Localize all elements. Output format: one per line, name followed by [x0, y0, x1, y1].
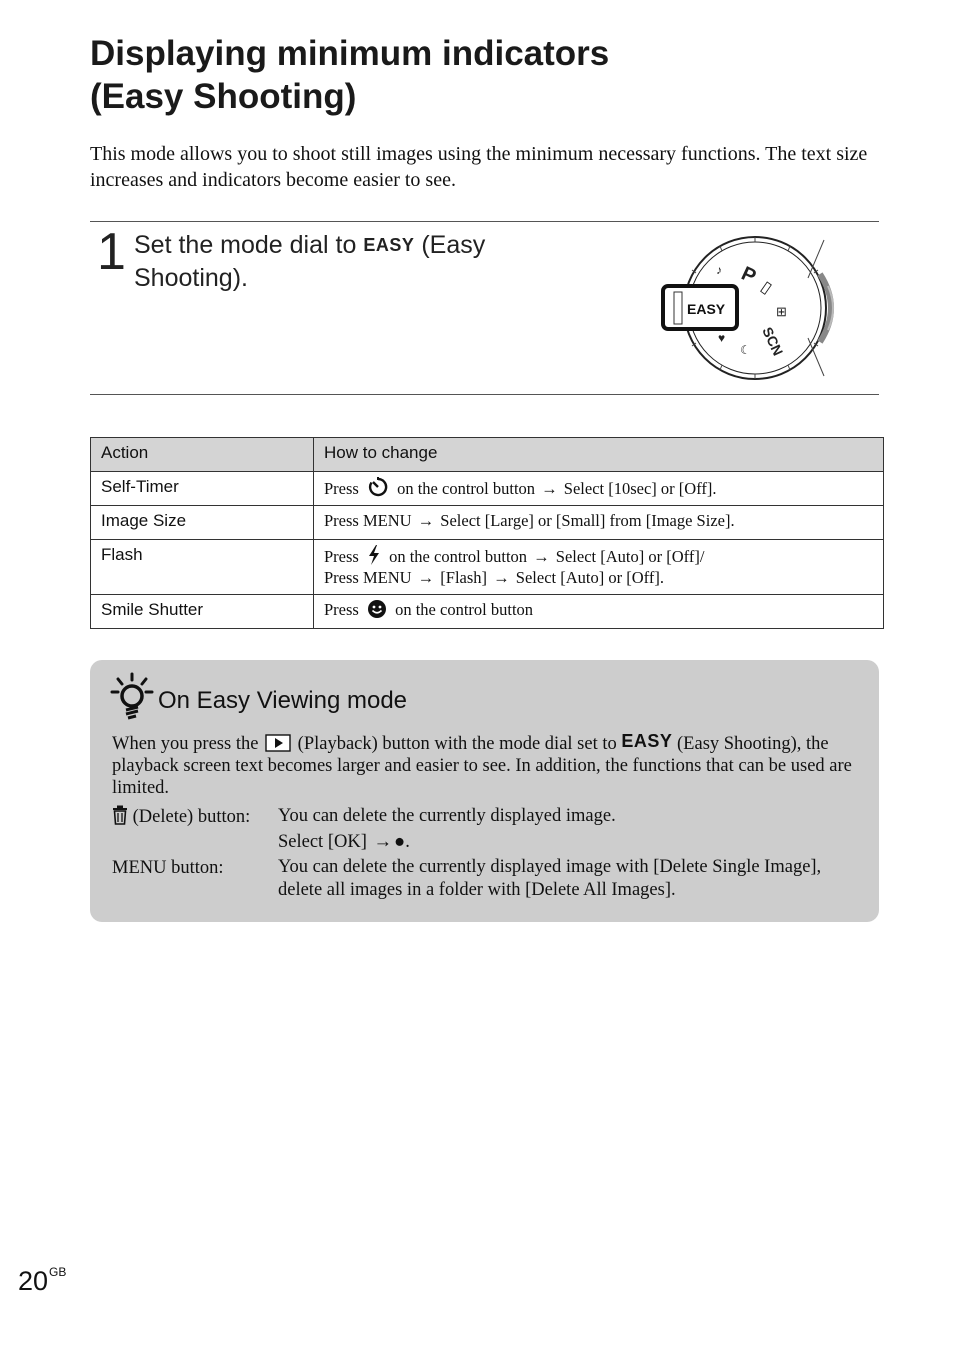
- step-instruction: [134, 229, 554, 295]
- action-cell: Flash: [91, 540, 314, 595]
- table-header-action: Action: [91, 438, 314, 472]
- trash-icon: [112, 805, 128, 825]
- control-button-text: on the control button: [395, 600, 534, 619]
- menu-description: You can delete the currently displayed image with [Delete Single Image], delete all images in a folder with [Delete All Images].: [278, 857, 822, 900]
- self-timer-icon: [367, 476, 389, 498]
- menu-term: MENU button:: [112, 858, 224, 878]
- press-text: Press: [324, 547, 359, 566]
- page-number-value: 20: [18, 1266, 49, 1296]
- page-number-suffix: GB: [49, 1265, 67, 1279]
- period: .: [405, 832, 410, 852]
- arrow: →: [541, 479, 558, 498]
- hint-text-1: When you press the: [112, 734, 259, 754]
- step-number: 1: [97, 223, 126, 281]
- press-text: Press: [324, 600, 359, 619]
- how-cell: [314, 595, 884, 629]
- easy-mode-glyph: EASY: [621, 731, 673, 751]
- easy-mode-glyph: EASY: [363, 235, 415, 255]
- hint-title: On Easy Viewing mode: [158, 687, 408, 714]
- delete-desc-line-2: [278, 831, 862, 854]
- select-text-2: Select [Auto] or [Off].: [515, 568, 664, 587]
- dial-label-scn: SCN: [759, 324, 787, 359]
- arrow: →: [373, 832, 392, 852]
- playback-icon: [265, 734, 291, 752]
- page-number: [18, 1265, 66, 1297]
- hint-heading: [110, 672, 408, 731]
- step-bottom-rule: [90, 394, 879, 395]
- press-menu-text: Press MENU: [324, 568, 412, 587]
- delete-term-label: (Delete) button:: [132, 807, 251, 827]
- actions-table: [90, 437, 884, 629]
- dial-label-easy: EASY: [687, 301, 726, 317]
- step-top-rule: [90, 221, 879, 222]
- svg-text:▯: ▯: [757, 278, 775, 298]
- intro-paragraph: This mode allows you to shoot still images using the minimum necessary functions. The text size increases and indicators become easier to see.: [90, 143, 868, 191]
- table-row: [91, 540, 884, 595]
- flash-icon: [367, 544, 381, 566]
- delete-description: [278, 805, 862, 854]
- select-ok-text: Select [OK]: [278, 832, 367, 852]
- control-button-text: on the control button: [397, 479, 536, 498]
- delete-term: [112, 805, 278, 854]
- menu-definition: [112, 856, 862, 902]
- action-cell: Image Size: [91, 506, 314, 540]
- press-menu-text: Press MENU: [324, 511, 412, 530]
- flash-menu-item: [Flash]: [440, 568, 488, 587]
- select-text: Select [10sec] or [Off].: [563, 479, 717, 498]
- svg-text:☾: ☾: [740, 343, 751, 357]
- step-text-before: Set the mode dial to: [134, 231, 357, 259]
- how-cell: [314, 540, 884, 595]
- svg-text:♥: ♥: [718, 331, 726, 345]
- arrow: →: [417, 511, 435, 530]
- press-text: Press: [324, 479, 359, 498]
- lightbulb-hint-icon: [110, 672, 156, 724]
- svg-text:♪: ♪: [716, 263, 722, 277]
- hint-body: [112, 730, 862, 902]
- delete-definition: [112, 805, 862, 854]
- select-text: Select [Large] or [Small] from [Image Size].: [440, 511, 735, 530]
- svg-text:⊞: ⊞: [776, 304, 787, 319]
- arrow: →: [493, 568, 510, 587]
- action-cell: Self-Timer: [91, 472, 314, 506]
- hint-text-3: (Easy Shooting), the playback screen text becomes larger and easier to see. In addition, the functions that can be used are limited.: [112, 734, 852, 798]
- title-line-1: Displaying minimum indicators: [90, 34, 610, 73]
- table-row: [91, 472, 884, 506]
- smile-icon: [367, 599, 387, 619]
- action-cell: Smile Shutter: [91, 595, 314, 629]
- title-line-2: (Easy Shooting): [90, 77, 357, 116]
- table-header-row: [91, 438, 884, 472]
- table-header-how: How to change: [314, 438, 884, 472]
- arrow: →: [417, 568, 435, 587]
- control-button-text: on the control button: [389, 547, 528, 566]
- mode-dial-illustration: [660, 234, 850, 384]
- how-cell: [314, 472, 884, 506]
- button-definitions: [112, 805, 862, 902]
- select-text: Select [Auto] or [Off]/: [555, 547, 705, 566]
- arrow: →: [533, 547, 550, 566]
- page-title: [90, 32, 890, 118]
- center-button-bullet: ●: [394, 832, 406, 852]
- hint-text-2: (Playback) button with the mode dial set to: [297, 734, 617, 754]
- table-row: [91, 595, 884, 629]
- table-row: [91, 506, 884, 540]
- dial-label-p: P: [737, 262, 760, 289]
- delete-desc-line: You can delete the currently displayed image.: [278, 806, 616, 826]
- hint-paragraph: [112, 730, 862, 799]
- how-cell: [314, 506, 884, 540]
- step-text-after: (Easy Shooting).: [134, 231, 486, 292]
